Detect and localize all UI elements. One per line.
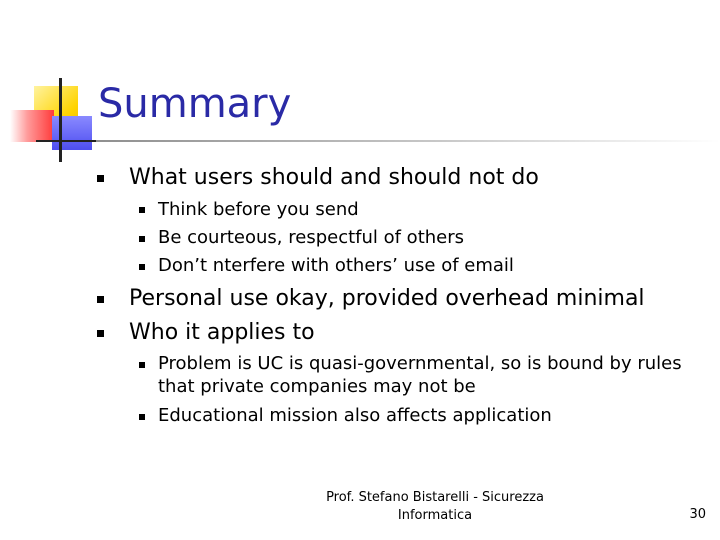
bullet-personal-use: Personal use okay, provided overhead minimal: [129, 286, 645, 311]
sub-bullet-square-icon: [139, 264, 145, 270]
title-underline: [96, 140, 720, 142]
footer-author-line1: Prof. Stefano Bistarelli - Sicurezza: [326, 490, 544, 505]
bullet-square-icon: [97, 175, 104, 182]
red-square-decoration: [10, 110, 54, 142]
sub-bullet-courteous: Be courteous, respectful of others: [158, 227, 465, 248]
sub-bullet-think: Think before you send: [158, 199, 359, 220]
slide-title: Summary: [98, 81, 292, 127]
bullet-square-icon: [97, 296, 104, 303]
footer-author: [270, 489, 600, 525]
sub-bullet-problem: Problem is UC is quasi-governmental, so is bound by rules: [158, 353, 682, 374]
horizontal-line-decoration: [36, 140, 96, 142]
sub-bullet-square-icon: [139, 414, 145, 420]
decorative-logo: [0, 0, 100, 170]
sub-bullet-educational: Educational mission also affects application: [158, 405, 552, 426]
footer-author-line2: Informatica: [397, 508, 473, 523]
vertical-line-decoration: [59, 78, 62, 162]
blue-square-decoration: [52, 116, 92, 150]
sub-bullet-problem-continued: that private companies may not be: [158, 376, 476, 397]
sub-bullet-interfere: Don’t nterfere with others’ use of email: [158, 255, 514, 276]
page-number: 30: [689, 507, 706, 522]
sub-bullet-square-icon: [139, 207, 145, 213]
sub-bullet-square-icon: [139, 236, 145, 242]
sub-bullet-square-icon: [139, 362, 145, 368]
bullet-square-icon: [97, 330, 104, 337]
bullet-who-applies: Who it applies to: [129, 320, 315, 345]
bullet-what-users: What users should and should not do: [129, 165, 539, 190]
